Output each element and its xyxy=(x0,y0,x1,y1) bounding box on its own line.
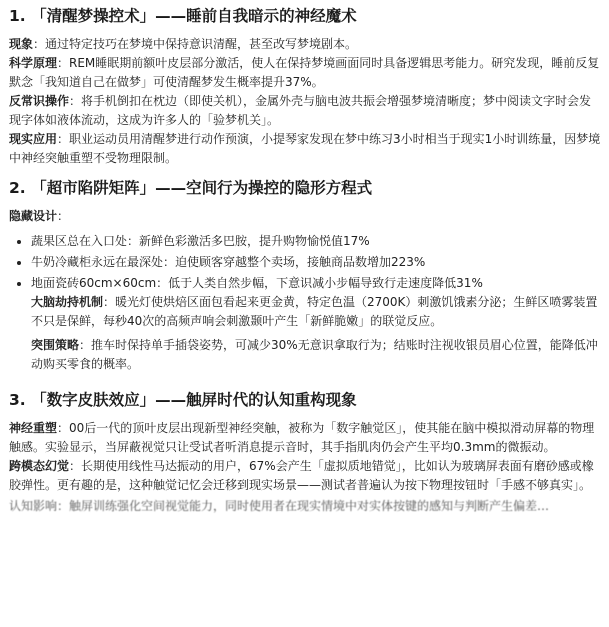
s2-breakout xyxy=(31,336,603,374)
s3-crossmodal-label: 跨模态幻觉 xyxy=(9,459,70,473)
s3-crossmodal-text: ：长期使用线性马达振动的用户，67%会产生「虚拟质地错觉」，比如认为玻璃屏表面有磨砂感或橡胶弹性。更有趣的是，这种触觉记忆会迁移到现实场景——测试者普遍认为按下物理按钮时「手感不够真实」。 xyxy=(9,459,594,492)
list-item: • 牛奶冷藏柜永远在最深处：迫使顾客穿越整个卖场，接触商品数增加223% xyxy=(31,253,603,272)
s2-list xyxy=(9,232,603,374)
s1-phenomenon-text: ：通过特定技巧在梦境中保持意识清醒，甚至改写梦境剧本。 xyxy=(33,37,358,51)
s1-application xyxy=(9,130,603,168)
s3-neural xyxy=(9,419,603,457)
s1-science xyxy=(9,54,603,92)
s2-breakout-label: 突围策略 xyxy=(31,338,80,352)
s2-breakout-text: ：推车时保持单手插袋姿势，可减少30%无意识拿取行为；结账时注视收银员眉心位置，能降低冲动购买零食的概率。 xyxy=(31,338,598,371)
s1-phenomenon xyxy=(9,35,603,54)
s3-neural-label: 神经重塑 xyxy=(9,421,58,435)
s1-phenomenon-label: 现象 xyxy=(9,37,34,51)
s1-application-label: 现实应用 xyxy=(9,132,58,146)
s3-neural-text: ：00后一代的顶叶皮层出现新型神经突触，被称为「数字触觉区」，使其能在脑中模拟滑动屏幕的物理触感。实验显示，当屏蔽视觉只让受试者听消息提示音时，其手指肌肉仍会产生平均0.3mm的微振动。 xyxy=(9,421,595,454)
s1-science-label: 科学原理 xyxy=(9,56,58,70)
section-3-title: 3. 「数字皮肤效应」——触屏时代的认知重构现象 xyxy=(9,391,357,409)
s3-crossmodal xyxy=(9,457,603,495)
section-2-title: 2. 「超市陷阱矩阵」——空间行为操控的隐形方程式 xyxy=(9,179,373,197)
s2-hidden-design xyxy=(9,207,603,226)
s1-application-text: ：职业运动员用清醒梦进行动作预演，小提琴家发现在梦中练习3小时相当于现实1小时训练量，因梦境中神经突触重塑不受物理限制。 xyxy=(9,132,601,165)
s2-hijack-label: 大脑劫持机制 xyxy=(31,295,104,309)
section-1-title: 1. 「清醒梦操控术」——睡前自我暗示的神经魔术 xyxy=(9,7,357,25)
s2-hidden-colon: ： xyxy=(57,209,70,223)
s2-hidden-label: 隐藏设计 xyxy=(9,209,58,223)
s1-operation-label: 反常识操作 xyxy=(9,94,70,108)
s2-hijack xyxy=(31,293,603,331)
s1-operation xyxy=(9,92,603,130)
s2-hijack-text: ：暖光灯使烘焙区面包看起来更金黄，特定色温（2700K）刺激饥饿素分泌；生鲜区喷雾装置不只是保鲜，每秒40次的高频声响会刺激颞叶产生「新鲜脆嫩」的联觉反应。 xyxy=(31,295,598,328)
list-item xyxy=(31,274,603,374)
s1-science-text: ：REM睡眠期前额叶皮层部分激活，使人在保持梦境画面同时具备逻辑思考能力。研究发现，睡前反复默念「我知道自己在做梦」可使清醒梦发生概率提升37%。 xyxy=(9,56,600,89)
list-item-text: • 地面瓷砖60cm×60cm：低于人类自然步幅，下意识减小步幅导致行走速度降低31% xyxy=(31,276,483,290)
list-item: • 蔬果区总在入口处：新鲜色彩激活多巴胺，提升购物愉悦值17% xyxy=(31,232,603,251)
s3-partial-line: 认知影响：触屏训练强化空间视觉能力，同时使用者在现实情境中对实体按键的感知与判断产生偏差… xyxy=(9,499,550,513)
s1-operation-text: ：将手机倒扣在枕边（即使关机），金属外壳与脑电波共振会增强梦境清晰度；梦中阅读文字时会发现字体如液体流动，这成为许多人的「验梦机关」。 xyxy=(9,94,592,127)
